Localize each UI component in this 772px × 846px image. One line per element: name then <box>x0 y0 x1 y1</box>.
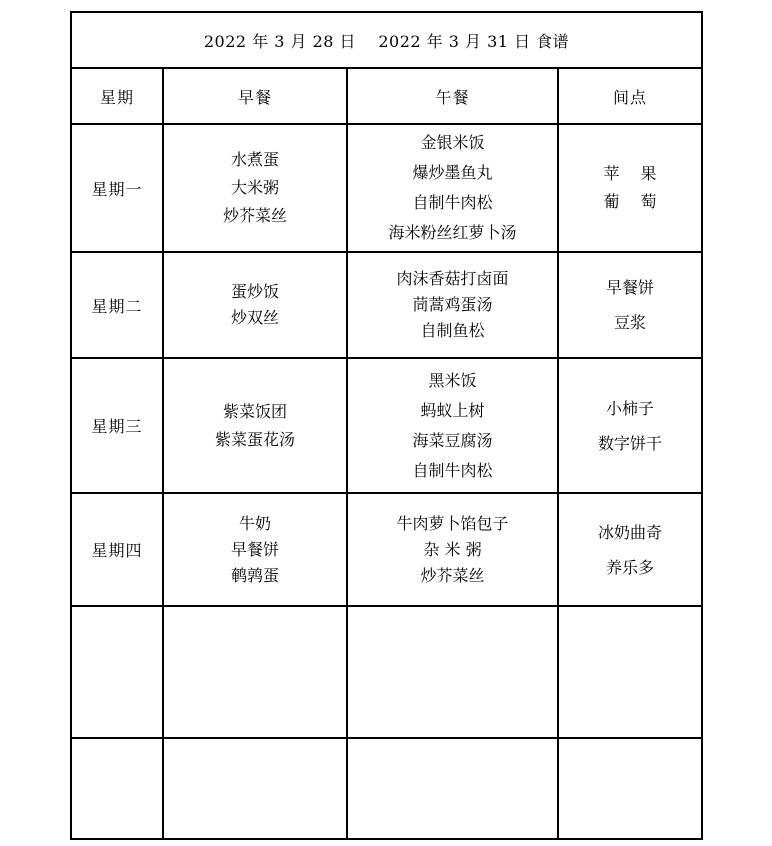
menu-line: 黑米饭 <box>428 370 477 390</box>
menu-line: 水煮蛋 <box>230 150 279 169</box>
menu-line: 数字饼干 <box>597 433 662 453</box>
menu-line: 茼蒿鸡蛋汤 <box>412 295 493 314</box>
table-row <box>71 124 702 252</box>
lunch-cell-tuesday <box>347 252 558 358</box>
menu-line: 自制鱼松 <box>420 321 485 340</box>
snack-cell-empty-1 <box>558 606 702 738</box>
breakfast-cell-thursday <box>163 493 347 606</box>
table-row <box>71 252 702 358</box>
table-title: 2022 年 3 月 28 日 2022 年 3 月 31 日 食谱 <box>71 12 702 68</box>
breakfast-cell-monday <box>163 124 347 252</box>
menu-line: 早餐饼 <box>230 539 279 559</box>
menu-line: 牛奶 <box>238 513 271 533</box>
day-cell-monday: 星期一 <box>71 124 163 252</box>
lunch-cell-wednesday <box>347 358 558 493</box>
menu-line: 苹 果 <box>603 164 657 183</box>
table-row <box>71 493 702 606</box>
breakfast-cell-empty-2 <box>163 738 347 839</box>
menu-line: 炒芥菜丝 <box>222 206 287 225</box>
menu-line: 自制牛肉松 <box>412 460 493 480</box>
menu-line: 养乐多 <box>605 557 654 577</box>
menu-line: 紫菜饭团 <box>222 401 287 421</box>
menu-line: 豆浆 <box>613 313 646 332</box>
menu-table <box>70 11 703 840</box>
day-cell-empty-2 <box>71 738 163 839</box>
breakfast-cell-tuesday <box>163 252 347 358</box>
snack-cell-wednesday <box>558 358 702 493</box>
snack-cell-empty-2 <box>558 738 702 839</box>
snack-cell-thursday <box>558 493 702 606</box>
menu-line: 蚂蚁上树 <box>420 400 485 420</box>
menu-line: 海菜豆腐汤 <box>412 430 493 450</box>
menu-line: 牛肉萝卜馅包子 <box>396 513 509 533</box>
menu-line: 海米粉丝红萝卜汤 <box>388 223 517 242</box>
table-row <box>71 358 702 493</box>
lunch-cell-monday <box>347 124 558 252</box>
day-cell-thursday: 星期四 <box>71 493 163 606</box>
lunch-cell-thursday <box>347 493 558 606</box>
menu-line: 爆炒墨鱼丸 <box>412 163 493 182</box>
snack-cell-monday <box>558 124 702 252</box>
menu-line: 冰奶曲奇 <box>597 522 662 542</box>
lunch-cell-empty-2 <box>347 738 558 839</box>
menu-line: 葡 萄 <box>603 192 657 211</box>
menu-line: 杂 米 粥 <box>423 539 482 559</box>
snack-cell-tuesday <box>558 252 702 358</box>
menu-line: 大米粥 <box>230 178 279 197</box>
menu-line: 肉沫香菇打卤面 <box>396 269 509 288</box>
menu-line: 早餐饼 <box>605 278 654 297</box>
menu-line: 蛋炒饭 <box>230 282 279 301</box>
table-row <box>71 606 702 738</box>
menu-line: 自制牛肉松 <box>412 193 493 212</box>
column-header-breakfast: 早餐 <box>163 68 347 124</box>
day-cell-wednesday: 星期三 <box>71 358 163 493</box>
column-header-lunch: 午餐 <box>347 68 558 124</box>
column-header-snack: 间点 <box>558 68 702 124</box>
lunch-cell-empty-1 <box>347 606 558 738</box>
menu-line: 炒芥菜丝 <box>420 565 485 585</box>
breakfast-cell-empty-1 <box>163 606 347 738</box>
menu-line: 紫菜蛋花汤 <box>214 429 295 449</box>
menu-line: 炒双丝 <box>230 308 279 327</box>
day-cell-empty-1 <box>71 606 163 738</box>
menu-line: 金银米饭 <box>420 133 485 152</box>
menu-line: 鹌鹑蛋 <box>230 565 279 585</box>
breakfast-cell-wednesday <box>163 358 347 493</box>
menu-line: 小柿子 <box>605 398 654 418</box>
table-row <box>71 738 702 839</box>
column-header-day: 星期 <box>71 68 163 124</box>
day-cell-tuesday: 星期二 <box>71 252 163 358</box>
